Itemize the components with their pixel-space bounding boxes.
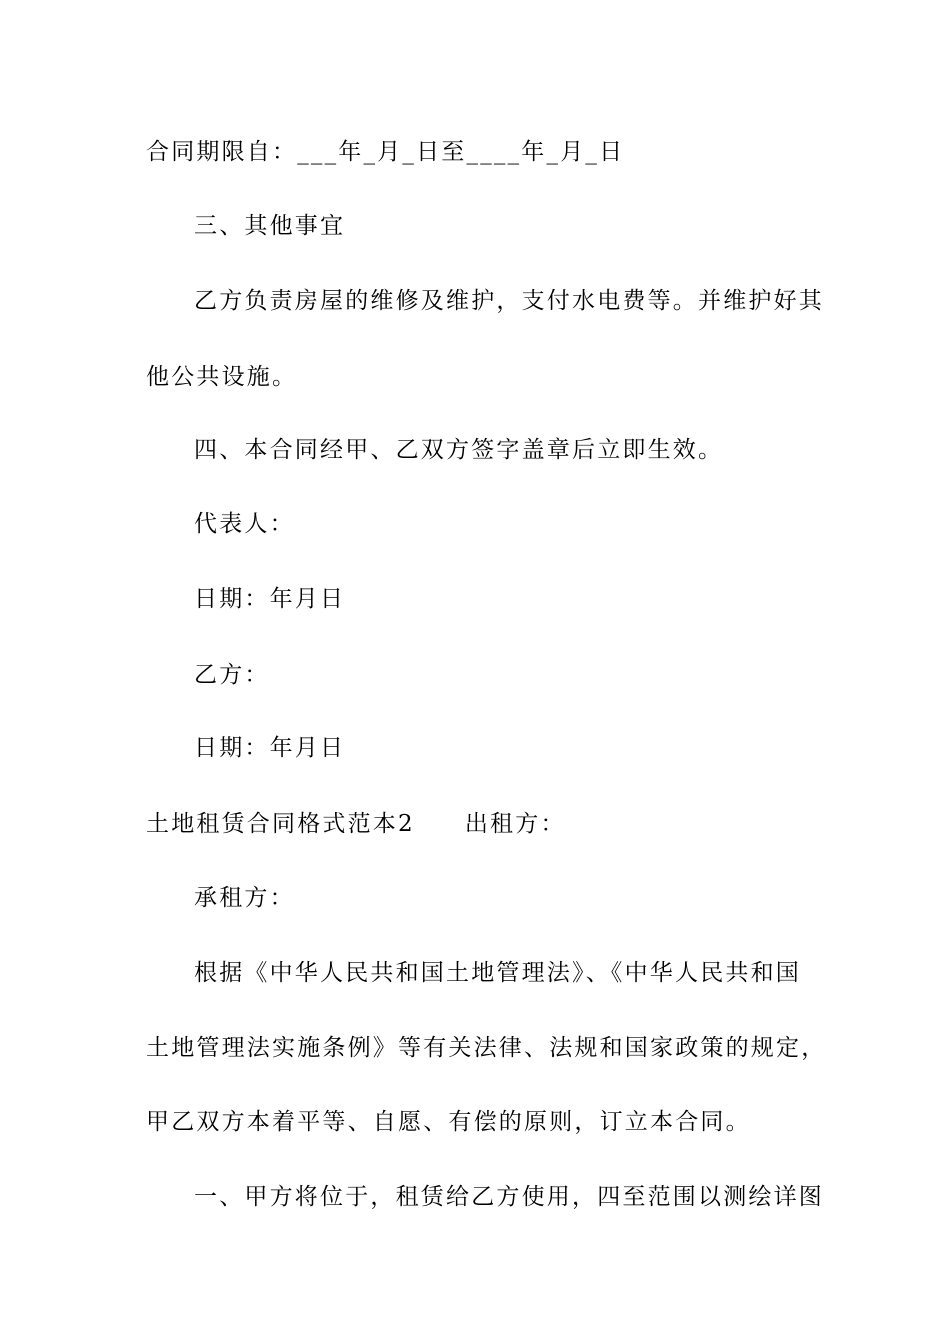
paragraph-line: 一、甲方将位于，租赁给乙方使用，四至范围以测绘详图	[194, 1184, 824, 1210]
paragraph-line: 乙方负责房屋的维修及维护，支付水电费等。并维护好其	[194, 288, 824, 314]
party-b-label: 乙方：	[194, 662, 270, 688]
paragraph-line: 甲乙双方本着平等、自愿、有偿的原则，订立本合同。	[146, 1109, 751, 1135]
contract-template-title: 土地租赁合同格式范本2	[146, 811, 415, 837]
contract-template-title-line	[146, 809, 566, 839]
date-line: 日期：年月日	[194, 735, 346, 761]
lessor-label: 出租方：	[464, 811, 566, 837]
lessee-label: 承租方：	[194, 885, 295, 911]
paragraph-line: 土地管理法实施条例》等有关法律、法规和国家政策的规定，	[146, 1035, 827, 1061]
paragraph-line: 根据《中华人民共和国土地管理法》、《中华人民共和国	[194, 960, 801, 986]
date-line: 日期：年月日	[194, 586, 346, 612]
paragraph-line: 他公共设施。	[146, 364, 298, 390]
section-heading-other-matters: 三、其他事宜	[194, 213, 346, 239]
section-heading-effective-clause: 四、本合同经甲、乙双方签字盖章后立即生效。	[194, 437, 724, 463]
representative-label: 代表人：	[194, 511, 295, 537]
contract-term-line: 合同期限自：___年_月_日至____年_月_日	[146, 139, 625, 165]
